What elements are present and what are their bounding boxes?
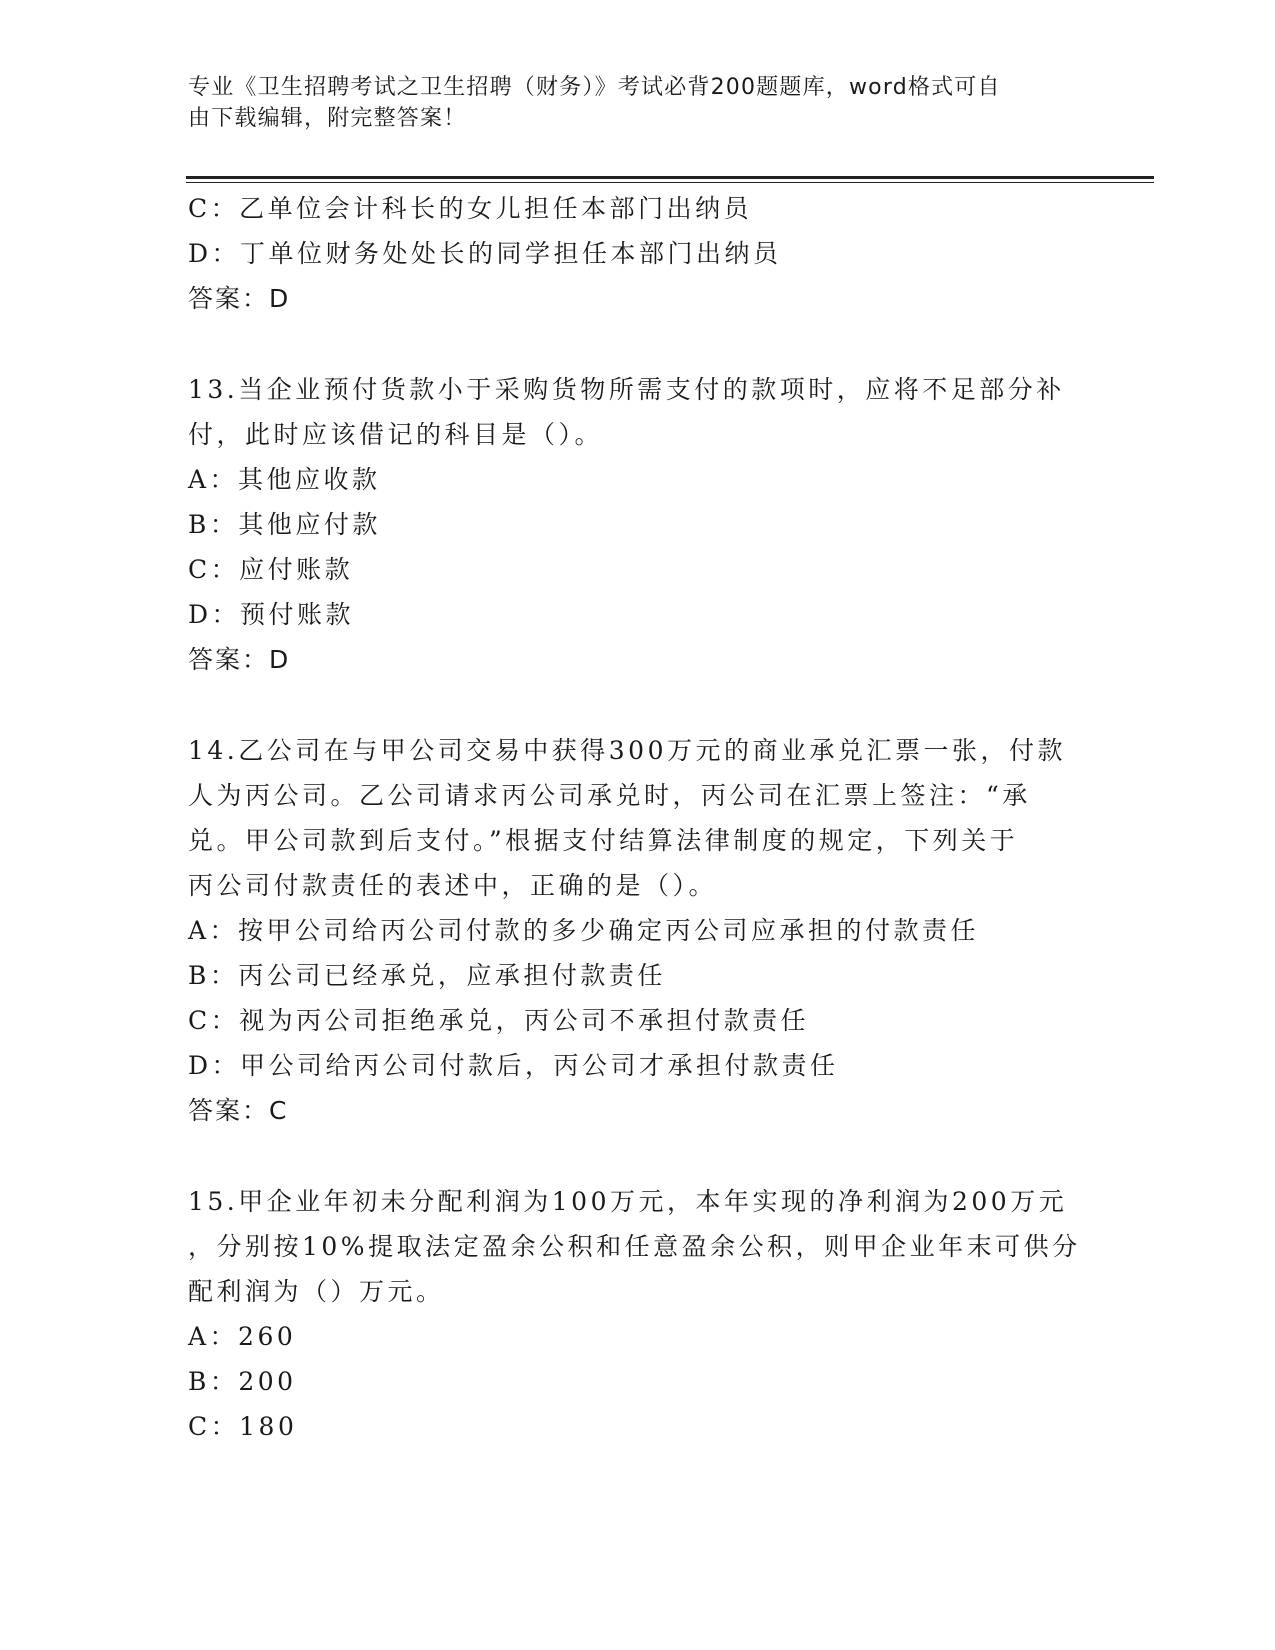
option-c: C：乙单位会计科长的女儿担任本部门出纳员 [188, 194, 753, 223]
question-15 [188, 1179, 1088, 1449]
question-text-line: 15.甲企业年初未分配利润为100万元，本年实现的净利润为200万元 [188, 1187, 1068, 1216]
header-rule-thick [186, 176, 1154, 179]
spacer [188, 1134, 1088, 1179]
question-text-line: 兑。甲公司款到后支付。”根据支付结算法律制度的规定，下列关于 [188, 826, 1019, 855]
question-14 [188, 728, 1088, 1134]
question-text-line: 丙公司付款责任的表述中，正确的是（）。 [188, 871, 718, 900]
question-text-line: 人为丙公司。乙公司请求丙公司承兑时，丙公司在汇票上签注：“承 [188, 781, 1031, 810]
option-c: C：180 [188, 1412, 298, 1441]
question-text-line: 13.当企业预付货款小于采购货物所需支付的款项时，应将不足部分补 [188, 375, 1065, 404]
question-content [188, 186, 1088, 1449]
answer-line: 答案：C [188, 1096, 289, 1125]
option-a: A：按甲公司给丙公司付款的多少确定丙公司应承担的付款责任 [188, 916, 980, 945]
page-header [188, 72, 1068, 134]
question-text-line: 配利润为（）万元。 [188, 1277, 445, 1306]
option-b: B：其他应付款 [188, 510, 381, 539]
option-c: C：应付账款 [188, 555, 354, 584]
question-text-line: 14.乙公司在与甲公司交易中获得300万元的商业承兑汇票一张，付款 [188, 736, 1066, 765]
header-rule-thin [186, 182, 1154, 183]
option-d: D：甲公司给丙公司付款后，丙公司才承担付款责任 [188, 1051, 839, 1080]
prev-question-options [188, 186, 1088, 276]
question-text-line: ，分别按10%提取法定盈余公积和任意盈余公积，则甲企业年末可供分 [188, 1232, 1081, 1261]
option-d: D：丁单位财务处处长的同学担任本部门出纳员 [188, 239, 782, 268]
answer-line: 答案：D [188, 284, 291, 313]
option-d: D：预付账款 [188, 600, 355, 629]
header-line-2: 由下载编辑，附完整答案！ [188, 106, 467, 131]
option-a: A：其他应收款 [188, 465, 381, 494]
option-c: C：视为丙公司拒绝承兑，丙公司不承担付款责任 [188, 1006, 810, 1035]
question-13 [188, 367, 1088, 683]
answer-line: 答案：D [188, 645, 291, 674]
spacer [188, 322, 1088, 367]
option-b: B：丙公司已经承兑，应承担付款责任 [188, 961, 666, 990]
option-a: A：260 [188, 1322, 297, 1351]
spacer [188, 683, 1088, 728]
question-text-line: 付，此时应该借记的科目是（）。 [188, 420, 604, 449]
header-line-1: 专业《卫生招聘考试之卫生招聘（财务）》考试必背200题题库，word格式可自 [188, 75, 1001, 100]
option-b: B：200 [188, 1367, 297, 1396]
